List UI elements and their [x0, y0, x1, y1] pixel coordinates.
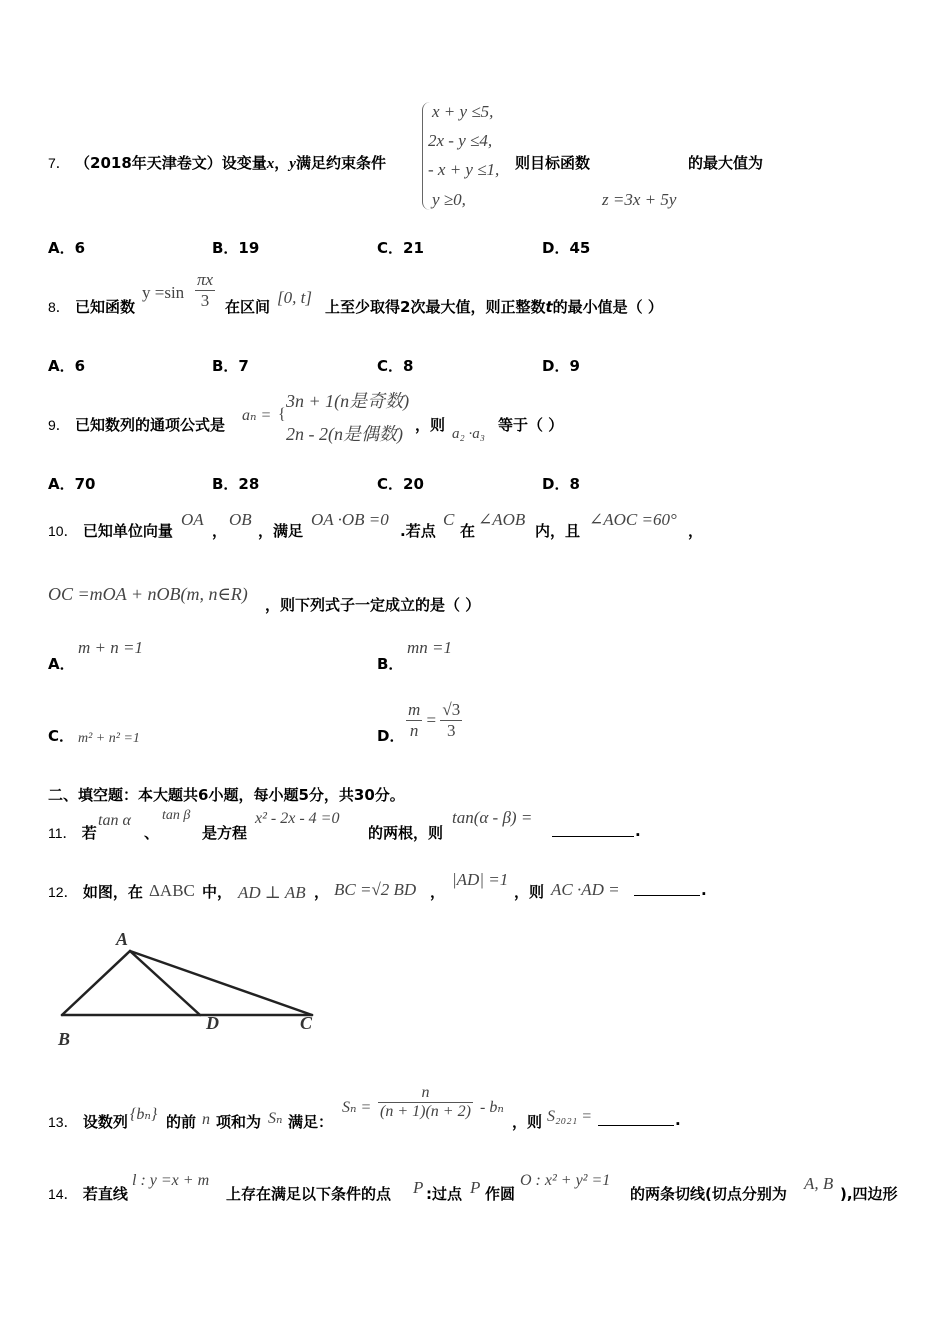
q7-constraint-3: - x + y ≤1,	[428, 160, 500, 179]
q12-segment-ad	[130, 951, 200, 1015]
q11-line-start	[48, 822, 97, 843]
q14-text-2: 上存在满足以下条件的点	[226, 1185, 392, 1203]
q13-text-1: 设数列	[82, 1113, 128, 1131]
q12-triangle: ΔABC	[149, 881, 195, 900]
q10-point-c: C	[443, 510, 455, 529]
q13-number: 13．	[48, 1114, 78, 1130]
q11-end: .	[635, 822, 641, 840]
q11-text-1: 若	[81, 824, 97, 842]
q13-text-5: ，则	[512, 1113, 543, 1131]
q10-d-numerator: m	[408, 700, 421, 719]
q13-answer-blank[interactable]	[598, 1111, 674, 1130]
q14-text-6: ),四边形	[840, 1185, 898, 1203]
q10-text-1: 已知单位向量	[82, 522, 173, 540]
q9-text-2: ，则	[415, 416, 446, 434]
q10-option-c[interactable]	[48, 725, 74, 746]
q12-text-1: 如图，在	[82, 883, 143, 901]
q10-option-a[interactable]	[48, 653, 75, 674]
q13-text-4: 满足：	[288, 1113, 334, 1131]
q10-option-a-expr: m + n =1	[78, 638, 143, 657]
q8-option-d[interactable]: D．9	[542, 357, 580, 375]
q12-text-3: ，则	[514, 883, 545, 901]
q7-text-1: （2018年天津卷文）设变量	[75, 154, 267, 172]
section-2-heading: 二、填空题：本大题共6小题，每小题5分，共30分。	[48, 786, 405, 804]
q8-var-t: t	[545, 298, 553, 316]
q8-option-b[interactable]: B．7	[212, 357, 249, 375]
q10-oc-expression: OC =mOA + nOB(m, n∈R)	[48, 584, 248, 604]
q14-point-p1: P	[413, 1178, 424, 1197]
q10-vector-oa: OA	[181, 510, 204, 529]
q13-sn: Sₙ	[268, 1110, 283, 1127]
q8-func-numerator: πx	[197, 270, 214, 289]
q10-d-rhs-numerator: √3	[442, 700, 461, 719]
q11-answer-blank[interactable]	[552, 822, 634, 841]
q14-number: 14．	[48, 1186, 78, 1202]
q7-constraint-4: y ≥0,	[432, 190, 466, 209]
q12-end: .	[701, 881, 707, 899]
q13-formula-lhs: Sₙ =	[342, 1099, 372, 1116]
q7-option-c[interactable]: C．21	[377, 239, 424, 257]
q10-option-c-expr: m² + n² =1	[78, 731, 140, 746]
q14-circle: O : x² + y² =1	[520, 1172, 611, 1189]
q13-formula-denominator: (n + 1)(n + 2)	[380, 1103, 471, 1120]
q10-angle-aob: ∠AOB	[478, 510, 526, 529]
q13-n: n	[202, 1111, 210, 1128]
q10-option-c-label: C．	[48, 727, 75, 745]
q7-var-x: x	[266, 156, 275, 172]
q10-comma: ，	[212, 522, 228, 540]
q10-option-b-label: B．	[377, 655, 404, 673]
q12-label-a: A	[116, 929, 129, 949]
q12-triangle-figure	[50, 925, 330, 1055]
q7-constraint-brace	[422, 102, 431, 210]
q13-text-2: 的前	[166, 1113, 197, 1131]
q8-function-lhs: y =sin	[142, 283, 185, 302]
q9-option-a[interactable]: A．70	[48, 475, 96, 493]
q9-text-1: 已知数列的通项公式是	[75, 416, 226, 434]
q10-text-5: 内，且	[535, 522, 581, 540]
q10-d-rhs-denominator: 3	[447, 721, 456, 740]
q7-text-2: 满足约束条件	[295, 154, 386, 172]
q12-segment-ab	[62, 951, 130, 1015]
q9-option-d[interactable]: D．8	[542, 475, 580, 493]
q9-option-b[interactable]: B．28	[212, 475, 260, 493]
q14-text-3: :过点	[426, 1185, 462, 1203]
q8-text-4: 的最小值是（ ）	[552, 298, 663, 316]
q9-case-2: 2n - 2(n是偶数)	[286, 424, 403, 444]
q10-text-2: ，满足	[258, 522, 304, 540]
q9-an: aₙ =	[242, 407, 272, 424]
q13-formula-tail: - bₙ	[480, 1099, 504, 1116]
q8-option-c[interactable]: C．8	[377, 357, 414, 375]
q12-expression: AC ·AD =	[551, 880, 620, 899]
q13-line-start	[48, 1111, 128, 1132]
q12-comma-2: ，	[430, 883, 446, 901]
q9-option-c[interactable]: C．20	[377, 475, 424, 493]
q11-equation: x² - 2x - 4 =0	[255, 810, 340, 827]
q9-line	[48, 414, 225, 435]
q10-vector-ob: OB	[229, 510, 252, 529]
q11-number: 11．	[48, 825, 77, 841]
q7-line	[48, 152, 386, 173]
q7-option-a[interactable]: A．6	[48, 239, 86, 257]
q8-rest	[325, 296, 663, 317]
q8-text-1: 已知函数	[75, 298, 136, 316]
q10-option-d-label: D．	[377, 727, 405, 745]
q11-text-3: 是方程	[202, 824, 248, 842]
q10-option-b-expr: mn =1	[407, 638, 452, 657]
q14-text-5: 的两条切线(切点分别为	[630, 1185, 787, 1203]
q7-option-d[interactable]: D．45	[542, 239, 591, 257]
q12-comma-1: ，	[314, 883, 330, 901]
q8-text-3: 上至少取得2次最大值，则正整数	[325, 298, 546, 316]
q7-option-b[interactable]: B．19	[212, 239, 260, 257]
q14-line-equation: l : y =x + m	[132, 1172, 210, 1189]
q9-product: a₂ ·a₃	[452, 426, 485, 442]
q8-text-2: 在区间	[225, 298, 271, 316]
q10-option-a-label: A．	[48, 655, 75, 673]
q13-text-3: 项和为	[216, 1113, 262, 1131]
q10-dot: OA ·OB =0	[311, 510, 389, 529]
q9-case-1: 3n + 1(n是奇数)	[286, 391, 410, 411]
q8-line	[48, 296, 135, 317]
q13-formula-numerator: n	[378, 1084, 473, 1103]
q7-constraint-2: 2x - y ≤4,	[428, 131, 493, 150]
q12-condition-1: AD ⊥ AB	[238, 883, 306, 902]
q11-text-2: 、	[144, 824, 160, 842]
q11-text-4: 的两根，则	[368, 824, 444, 842]
q7-var-y: y	[289, 156, 296, 172]
q10-d-denominator: n	[409, 721, 419, 740]
q13-target: S₂₀₂₁ =	[547, 1108, 593, 1125]
q11-expression: tan(α - β) =	[452, 808, 533, 827]
q8-option-a[interactable]: A．6	[48, 357, 86, 375]
q7-text-3: 则目标函数	[515, 154, 591, 172]
q7-constraint-1: x + y ≤5,	[432, 102, 494, 121]
q10-text-3: .若点	[400, 522, 436, 540]
q9-brace: {	[278, 406, 286, 423]
q7-objective: z =3x + 5y	[602, 190, 677, 209]
q12-line-start	[48, 881, 143, 902]
q10-line-1-start	[48, 520, 173, 541]
q12-condition-2: BC =√2 BD	[334, 880, 417, 899]
q11-tan-beta: tan β	[162, 808, 191, 823]
q10-option-d[interactable]	[377, 725, 404, 746]
q12-text-2: 中，	[202, 883, 233, 901]
q8-interval: [0, t]	[277, 288, 312, 307]
q14-text-4: 作圆	[485, 1185, 516, 1203]
q10-text-4: 在	[460, 522, 476, 540]
q7-number: 7．	[48, 155, 70, 171]
q11-tan-alpha: tan α	[98, 812, 131, 829]
q14-line-start	[48, 1183, 128, 1204]
q7-text-4: 的最大值为	[688, 154, 764, 172]
q12-label-d: D	[206, 1013, 219, 1033]
q10-number: 10．	[48, 523, 78, 539]
q12-label-b: B	[58, 1029, 71, 1049]
q10-option-d-expr: $\frac{m}{n}$ = $\frac{√3}{3}$	[408, 700, 461, 740]
q12-segment-ac	[130, 951, 312, 1015]
q10-angle-aoc: ∠AOC =60°	[589, 510, 677, 529]
q12-answer-blank[interactable]	[634, 881, 700, 900]
q12-number: 12．	[48, 884, 78, 900]
q9-text-3: 等于（ ）	[498, 416, 564, 434]
q14-text-1: 若直线	[82, 1185, 128, 1203]
q12-condition-3: |AD| =1	[452, 870, 509, 889]
q12-label-c: C	[300, 1013, 313, 1033]
q8-function-fraction	[195, 270, 215, 311]
q7-sep: ，	[274, 154, 290, 172]
q13-sequence: {bₙ}	[130, 1106, 158, 1123]
q10-line-2-text: ，则下列式子一定成立的是（ ）	[265, 596, 481, 614]
q9-number: 9．	[48, 417, 70, 433]
q14-point-p2: P	[470, 1178, 481, 1197]
q8-func-denominator: 3	[200, 291, 210, 310]
q13-end: .	[675, 1111, 681, 1129]
q10-option-b[interactable]	[377, 653, 403, 674]
q8-number: 8．	[48, 299, 70, 315]
q14-points-ab: A, B	[804, 1174, 834, 1193]
q10-comma-end: ，	[688, 522, 704, 540]
q13-formula-fraction	[378, 1084, 473, 1121]
